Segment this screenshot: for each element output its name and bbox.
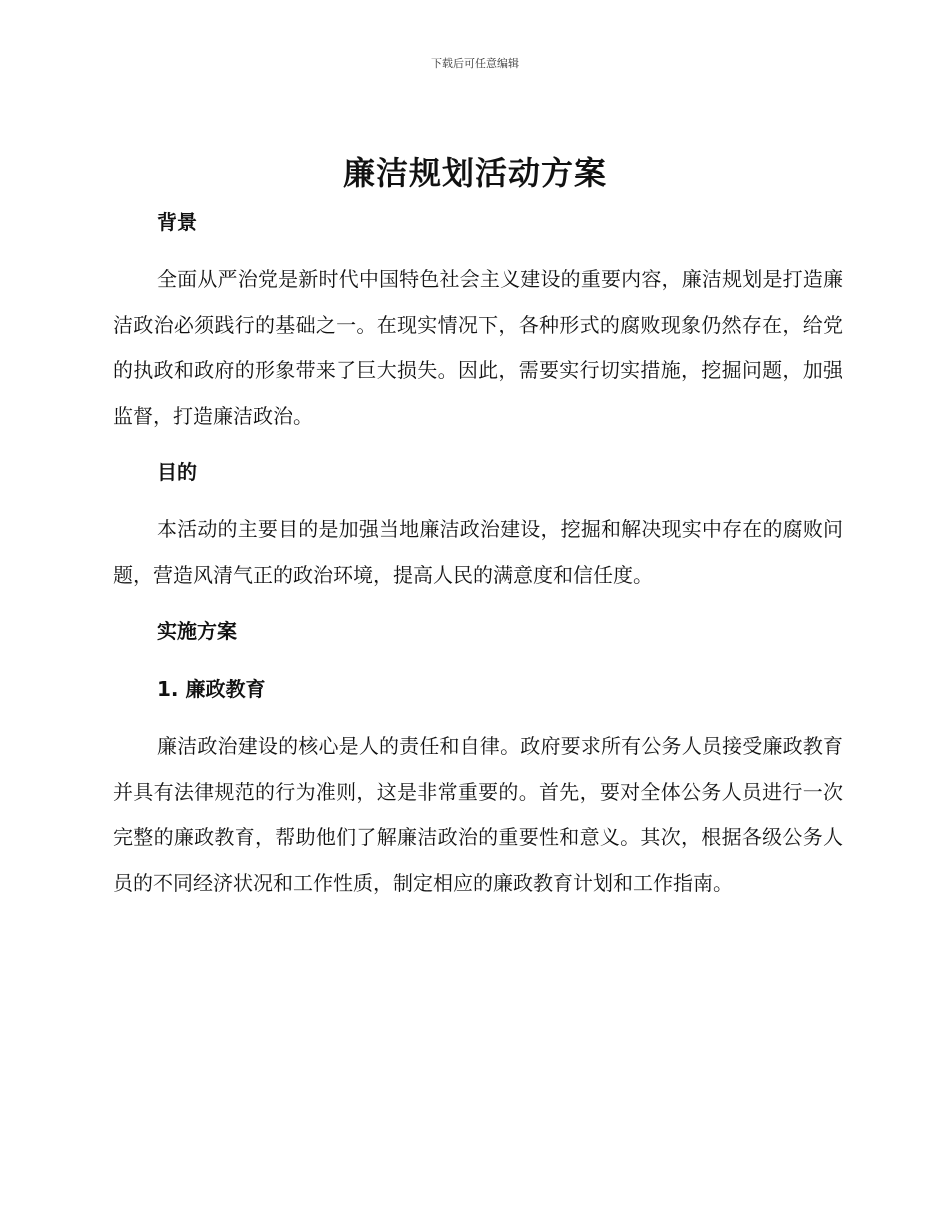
paragraph-background: 全面从严治党是新时代中国特色社会主义建设的重要内容，廉洁规划是打造廉洁政治必须践行的基础之一。在现实情况下，各种形式的腐败现象仍然存在，给党的执政和政府的形象带来了巨大损失。因此，需要实行切实措施，挖掘问题，加强监督，打造廉洁政治。 [113,267,843,428]
section-heading-purpose: 目的 [157,460,197,484]
document-title: 廉洁规划活动方案 [342,154,607,192]
paragraph-purpose: 本活动的主要目的是加强当地廉洁政治建设，挖掘和解决现实中存在的腐败问题，营造风清气正的政治环境，提高人民的满意度和信任度。 [113,517,843,587]
header-note: 下载后可任意编辑 [431,57,519,70]
subsection-heading-education: 1. 廉政教育 [157,677,266,701]
section-heading-background: 背景 [157,210,197,234]
paragraph-education: 廉洁政治建设的核心是人的责任和自律。政府要求所有公务人员接受廉政教育并具有法律规范的行为准则，这是非常重要的。首先，要对全体公务人员进行一次完整的廉政教育，帮助他们了解廉洁政治的重要性和意义。其次，根据各级公务人员的不同经济状况和工作性质，制定相应的廉政教育计划和工作指南。 [113,734,843,895]
section-heading-plan: 实施方案 [157,619,237,643]
